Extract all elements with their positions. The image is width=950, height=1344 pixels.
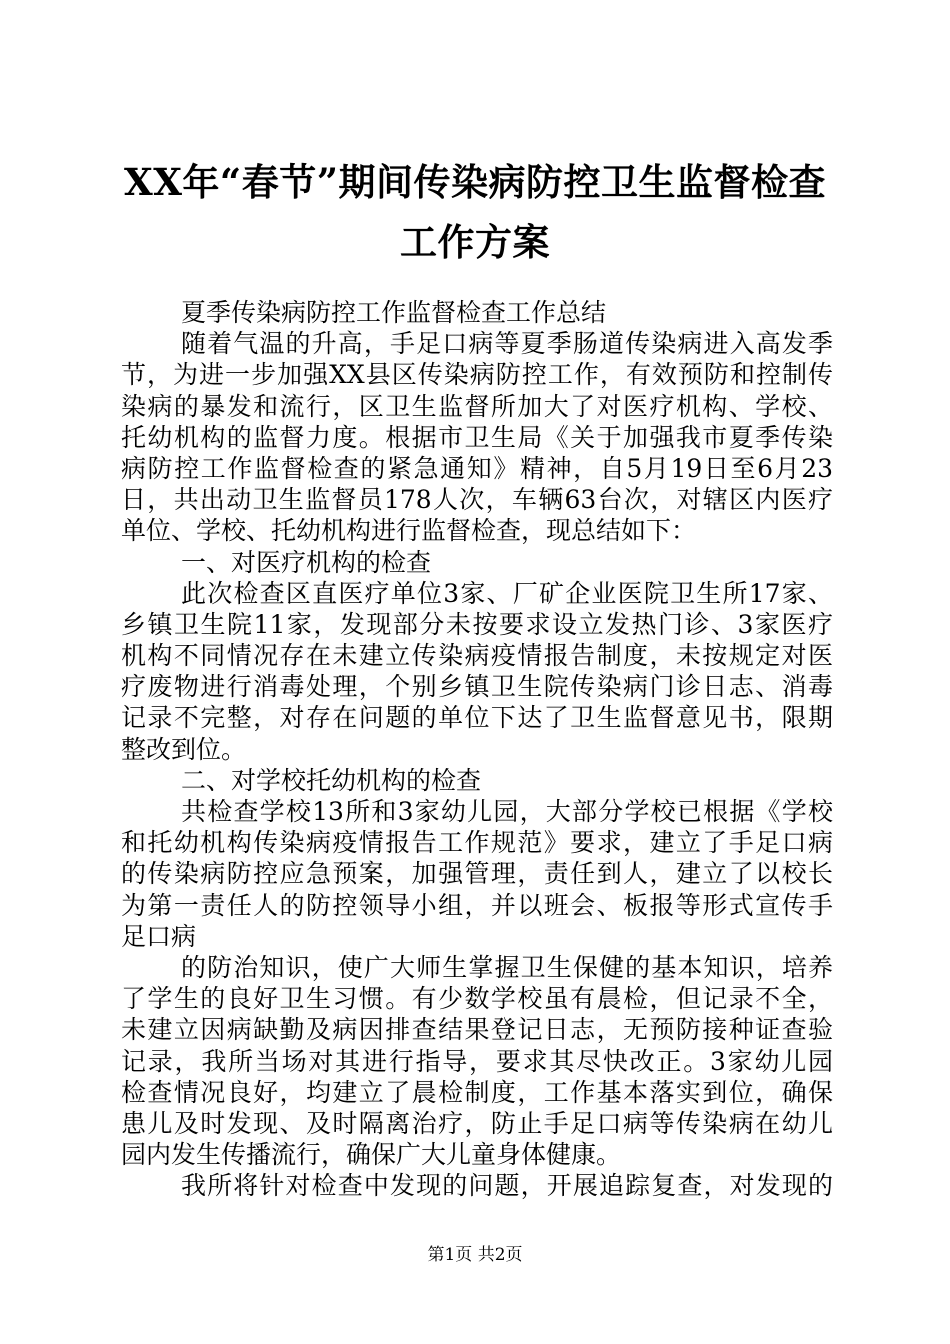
body-line: 染病的暴发和流行，区卫生监督所加大了对医疗机构、学校、 xyxy=(121,391,833,421)
body-line: 和托幼机构传染病疫情报告工作规范》要求，建立了手足口病 xyxy=(121,828,833,858)
body-line: 单位、学校、托幼机构进行监督检查，现总结如下： xyxy=(121,516,697,546)
body-line: 机构不同情况存在未建立传染病疫情报告制度，未按规定对医 xyxy=(121,641,833,671)
body-line: 患儿及时发现、及时隔离治疗，防止手足口病等传染病在幼儿 xyxy=(121,1108,833,1138)
body-line: 园内发生传播流行，确保广大儿童身体健康。 xyxy=(121,1140,622,1170)
body-line: 共检查学校13所和3家幼儿园，大部分学校已根据《学校 xyxy=(181,797,833,826)
body-line: 疗废物进行消毒处理，个别乡镇卫生院传染病门诊日志、消毒 xyxy=(121,672,833,702)
document-title-line2: 工作方案 xyxy=(400,220,550,264)
body-line: 病防控工作监督检查的紧急通知》精神，自5月19日至6月23 xyxy=(121,453,833,483)
body-line: 日，共出动卫生监督员178人次，车辆63台次，对辖区内医疗 xyxy=(121,485,833,515)
body-line: 乡镇卫生院11家，发现部分未按要求设立发热门诊、3家医疗 xyxy=(121,609,833,639)
body-line: 的传染病防控应急预案，加强管理，责任到人，建立了以校长 xyxy=(121,859,833,889)
body-line: 记录，我所当场对其进行指导，要求其尽快改正。3家幼儿园 xyxy=(121,1046,833,1076)
document-title-line1: XX年“春节”期间传染病防控卫生监督检查 xyxy=(124,160,826,204)
body-line: 为第一责任人的防控领导小组，并以班会、板报等形式宣传手 xyxy=(121,890,833,920)
body-line: 随着气温的升高，手足口病等夏季肠道传染病进入高发季 xyxy=(181,329,833,359)
page-footer: 第1页 共2页 xyxy=(427,1245,523,1265)
body-line: 二、对学校托幼机构的检查 xyxy=(181,765,482,795)
body-line: 足口病 xyxy=(121,921,197,951)
body-line: 托幼机构的监督力度。根据市卫生局《关于加强我市夏季传染 xyxy=(121,422,833,452)
body-line: 一、对医疗机构的检查 xyxy=(181,547,432,577)
body-line: 整改到位。 xyxy=(121,734,247,764)
body-line: 我所将针对检查中发现的问题，开展追踪复查，对发现的 xyxy=(181,1171,833,1201)
body-line: 检查情况良好，均建立了晨检制度，工作基本落实到位，确保 xyxy=(121,1077,833,1107)
body-line: 此次检查区直医疗单位3家、厂矿企业医院卫生所17家、 xyxy=(181,578,833,608)
body-line: 节，为进一步加强XX县区传染病防控工作，有效预防和控制传 xyxy=(121,360,833,390)
body-line: 的防治知识，使广大师生掌握卫生保健的基本知识，培养 xyxy=(181,952,833,982)
body-line: 夏季传染病防控工作监督检查工作总结 xyxy=(181,298,607,327)
body-line: 了学生的良好卫生习惯。有少数学校虽有晨检，但记录不全， xyxy=(121,984,833,1014)
body-line: 记录不完整，对存在问题的单位下达了卫生监督意见书，限期 xyxy=(121,703,833,733)
document-body xyxy=(121,297,833,1201)
body-line: 未建立因病缺勤及病因排查结果登记日志，无预防接种证查验 xyxy=(121,1015,833,1045)
